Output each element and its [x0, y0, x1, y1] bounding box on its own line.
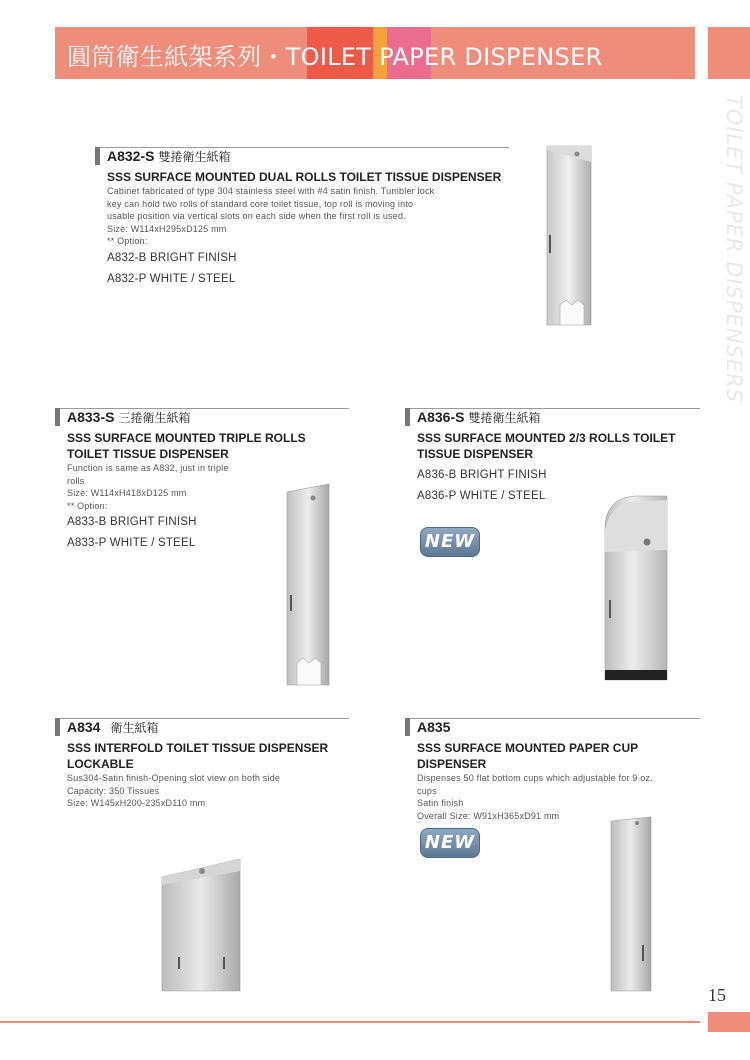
compact-roll-dispenser-image	[595, 490, 675, 690]
header-bar	[405, 718, 410, 736]
product-code: A835	[417, 719, 451, 735]
product-code: A834 衛生紙箱	[67, 719, 159, 735]
cup-dispenser-image	[605, 815, 665, 995]
header-bar	[405, 408, 410, 426]
product-code: A836-S 雙捲衛生紙箱	[417, 409, 541, 425]
product-code: A833-S 三捲衛生紙箱	[67, 409, 191, 425]
product-options: A833-B BRIGHT FINISH A833-P WHITE / STEEL	[67, 516, 197, 549]
side-section-label: TOILET PAPER DISPENSERS	[722, 95, 746, 404]
new-badge: NEW	[420, 527, 480, 557]
header-bar	[55, 718, 60, 736]
page-number: 15	[708, 985, 726, 1005]
page-title: 圓筒衛生紙架系列・TOILET PAPER DISPENSER	[67, 43, 603, 71]
footer-rule	[0, 1021, 700, 1023]
new-badge: NEW	[420, 828, 480, 858]
header-bar	[95, 147, 100, 165]
footer-corner-block	[708, 1012, 750, 1032]
product-header	[405, 408, 700, 428]
triple-roll-dispenser-image	[283, 480, 343, 690]
header-banner	[55, 27, 695, 79]
product-title: SSS SURFACE MOUNTED 2/3 ROLLS TOILET TISSUE DISPENSER	[417, 431, 676, 461]
product-a835	[405, 718, 700, 822]
product-code: A832-S 雙捲衛生紙箱	[107, 148, 231, 164]
product-description: Dispenses 50 flat bottom cups which adjustable for 9 oz. cups Satin finish Overall Size: W91xH365xD91 mm	[417, 773, 653, 821]
product-options: A832-B BRIGHT FINISH A832-P WHITE / STEEL	[107, 251, 237, 285]
product-options: A836-B BRIGHT FINISH A836-P WHITE / STEEL	[417, 469, 547, 502]
product-header	[95, 147, 509, 167]
product-a834	[55, 718, 349, 810]
product-title: SSS SURFACE MOUNTED PAPER CUP DISPENSER	[417, 741, 638, 771]
product-description: Sus304-Satin finish-Opening slot view on both side Capacity: 350 Tissues Size: W145xH200-235xD110 mm	[67, 773, 281, 808]
product-header	[55, 718, 349, 738]
product-header	[405, 718, 700, 738]
product-title: SSS INTERFOLD TOILET TISSUE DISPENSER LOCKABLE	[67, 741, 329, 771]
header-rule	[410, 718, 700, 719]
product-header	[55, 408, 349, 428]
product-description: Function is same as A832, just in triple rolls Size: W114xH418xD125 mm ** Option:	[67, 463, 229, 511]
banner-corner-block	[708, 27, 750, 79]
product-title: SSS SURFACE MOUNTED DUAL ROLLS TOILET TISSUE DISPENSER	[107, 170, 502, 184]
header-bar	[55, 408, 60, 426]
product-title: SSS SURFACE MOUNTED TRIPLE ROLLS TOILET TISSUE DISPENSER	[67, 431, 306, 461]
product-a832	[95, 147, 509, 290]
interfold-dispenser-image	[158, 855, 246, 995]
product-description: Cabinet fabricated of type 304 stainless steel with #4 satin finish. Tumbler lock key can hold two rolls of standard core toilet tissue, top roll is moving into usable position via vertical slots on each side when the first roll is used. Size: W114xH295xD125 mm ** Option:	[107, 186, 435, 246]
dual-roll-dispenser-image	[535, 140, 595, 335]
